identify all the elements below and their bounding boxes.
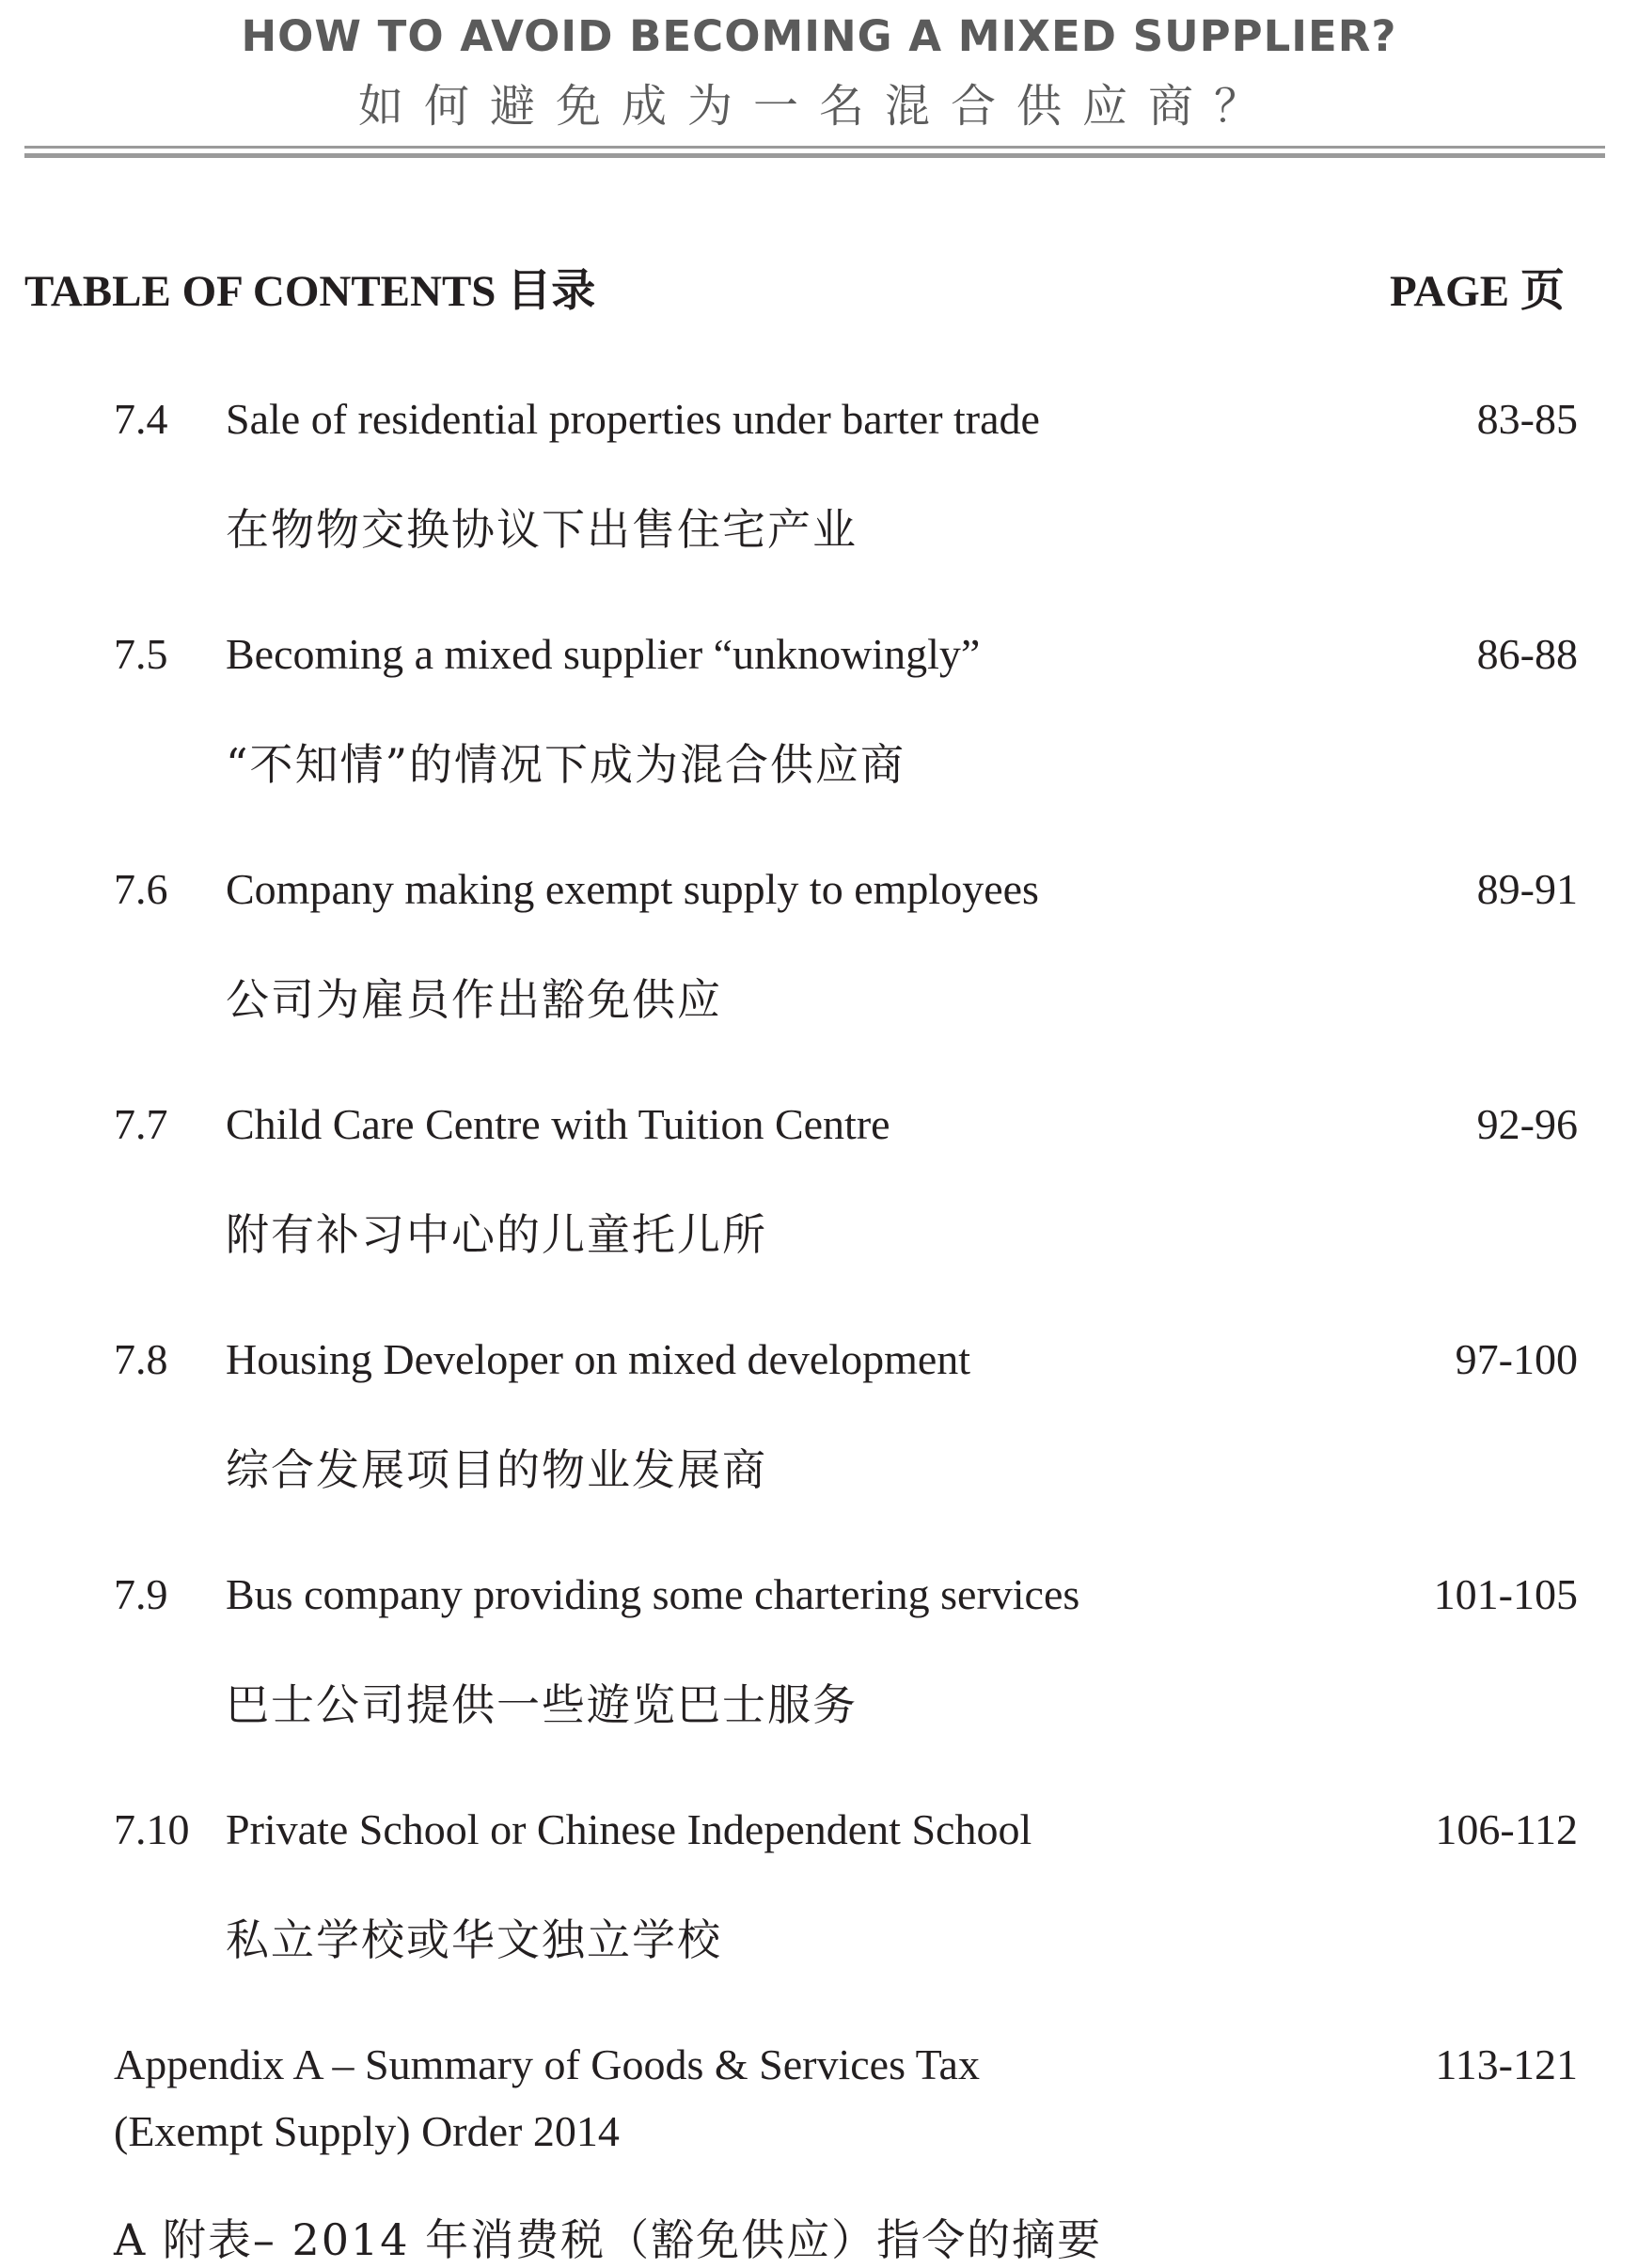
section-title-chinese: 巴士公司提供一些遊览巴士服务: [226, 1679, 858, 1730]
section-number: 7.8: [114, 1335, 168, 1383]
section-title-english: Child Care Centre with Tuition Centre: [226, 1100, 890, 1148]
section-title-chinese: 私立学校或华文独立学校: [226, 1914, 722, 1965]
section-number: 7.6: [114, 865, 168, 913]
page-range: 113-121: [1435, 2040, 1578, 2088]
section-number: 7.9: [114, 1570, 168, 1618]
page-range: 101-105: [1433, 1570, 1578, 1618]
appendix-title-english-line1: Appendix A – Summary of Goods & Services Tax: [114, 2040, 980, 2088]
page-column-heading: PAGE 页: [1390, 267, 1565, 316]
page-range: 86-88: [1476, 630, 1578, 678]
appendix-title-english-line2: (Exempt Supply) Order 2014: [114, 2107, 620, 2155]
section-number: 7.5: [114, 630, 168, 678]
section-title-chinese: “不知情”的情况下成为混合供应商: [226, 739, 906, 790]
page-range: 83-85: [1476, 395, 1578, 443]
section-title-english: Housing Developer on mixed development: [226, 1335, 971, 1383]
section-title-english: Private School or Chinese Independent School: [226, 1805, 1032, 1853]
section-number: 7.4: [114, 395, 168, 443]
page-range: 89-91: [1476, 865, 1578, 913]
book-title-chinese: 如何避免成为一名混合供应商？: [357, 80, 1280, 133]
section-title-english: Company making exempt supply to employees: [226, 865, 1039, 913]
page-range: 92-96: [1476, 1100, 1578, 1148]
section-title-chinese: 公司为雇员作出豁免供应: [226, 974, 722, 1025]
section-title-chinese: 在物物交换协议下出售住宅产业: [226, 504, 858, 555]
page-range: 106-112: [1435, 1805, 1578, 1853]
toc-heading: TABLE OF CONTENTS 目录: [24, 267, 596, 316]
appendix-title-chinese: A 附表– 2014 年消费税（豁免供应）指令的摘要: [114, 2214, 1103, 2265]
section-number: 7.10: [114, 1805, 190, 1853]
section-title-english: Bus company providing some chartering services: [226, 1570, 1080, 1618]
section-title-chinese: 附有补习中心的儿童托儿所: [226, 1209, 767, 1260]
section-number: 7.7: [114, 1100, 168, 1148]
section-title-english: Sale of residential properties under barter trade: [226, 395, 1040, 443]
header-divider-thick: [24, 153, 1605, 158]
header-divider-thin: [24, 146, 1605, 149]
page-range: 97-100: [1455, 1335, 1578, 1383]
section-title-english: Becoming a mixed supplier “unknowingly”: [226, 630, 981, 678]
section-title-chinese: 综合发展项目的物业发展商: [226, 1444, 767, 1495]
book-title-english: HOW TO AVOID BECOMING A MIXED SUPPLIER?: [241, 11, 1397, 61]
